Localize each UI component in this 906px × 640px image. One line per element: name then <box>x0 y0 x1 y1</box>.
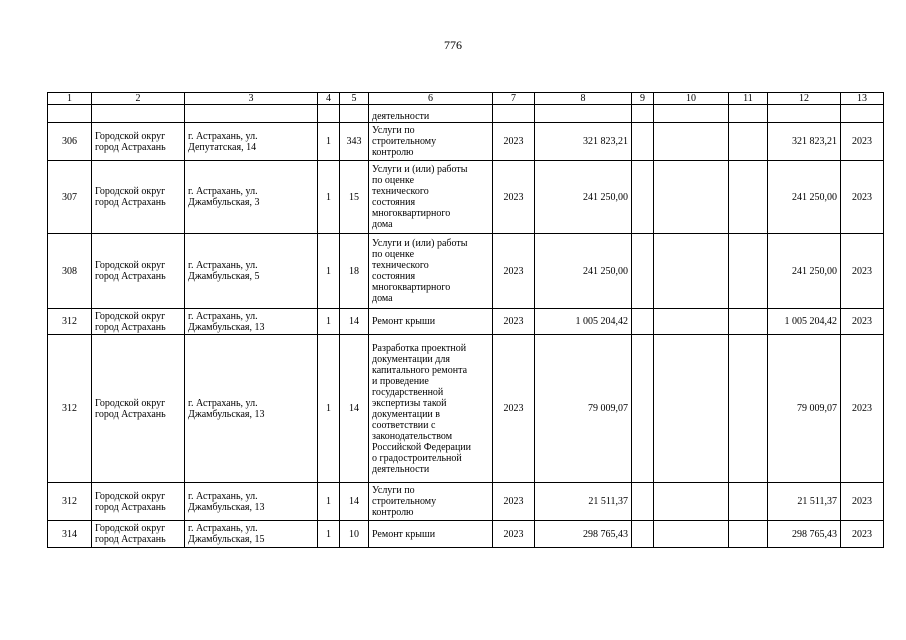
cell-col11 <box>729 161 768 234</box>
cell-address: г. Астрахань, ул. Джамбульская, 13 <box>185 483 318 521</box>
column-header: 9 <box>632 93 654 105</box>
cell-address: г. Астрахань, ул. Джамбульская, 5 <box>185 234 318 309</box>
cell-col9 <box>632 335 654 483</box>
cell-total: 321 823,21 <box>768 123 841 161</box>
cell-number: 312 <box>48 483 92 521</box>
column-header: 12 <box>768 93 841 105</box>
cell-cost: 241 250,00 <box>535 161 632 234</box>
cell-work: Ремонт крыши <box>369 309 493 335</box>
table-row <box>48 161 884 234</box>
cell-municipality: Городской округ город Астрахань <box>92 521 185 548</box>
column-header: 4 <box>318 93 340 105</box>
table-row <box>48 123 884 161</box>
cell-col10 <box>654 123 729 161</box>
cell-col4: 1 <box>318 161 340 234</box>
cell-address: г. Астрахань, ул. Депутатская, 14 <box>185 123 318 161</box>
cell-cost: 241 250,00 <box>535 234 632 309</box>
table-row <box>48 234 884 309</box>
cell-address: г. Астрахань, ул. Джамбульская, 13 <box>185 335 318 483</box>
cell-cost: 21 511,37 <box>535 483 632 521</box>
cell-col5: 14 <box>340 483 369 521</box>
column-header: 7 <box>493 93 535 105</box>
cell-work: Услуги и (или) работы по оценке технического состояния многоквартирного дома <box>369 161 493 234</box>
cell-deadline: 2023 <box>841 234 884 309</box>
cell-number: 312 <box>48 335 92 483</box>
page-number: 776 <box>444 38 462 52</box>
cell-work: Ремонт крыши <box>369 521 493 548</box>
cell-work: Разработка проектной документации для капитального ремонта и проведение государственной экспертизы такой документации в соответствии с законодательством Российской Федерации о градостроительной деятельности <box>369 335 493 483</box>
cell-col9 <box>632 234 654 309</box>
cell-total: 79 009,07 <box>768 335 841 483</box>
cell-address: г. Астрахань, ул. Джамбульская, 3 <box>185 161 318 234</box>
cell-col11 <box>729 521 768 548</box>
cell-number: 306 <box>48 123 92 161</box>
table-row <box>48 309 884 335</box>
cell-municipality: Городской округ город Астрахань <box>92 123 185 161</box>
cell-col10 <box>654 234 729 309</box>
cell-col9 <box>632 521 654 548</box>
cell-work: Услуги по строительному контролю <box>369 483 493 521</box>
column-header: 6 <box>369 93 493 105</box>
cell-col5: 14 <box>340 309 369 335</box>
cell-address: г. Астрахань, ул. Джамбульская, 15 <box>185 521 318 548</box>
cell-work: Услуги и (или) работы по оценке технического состояния многоквартирного дома <box>369 234 493 309</box>
cell-deadline: 2023 <box>841 521 884 548</box>
column-header: 8 <box>535 93 632 105</box>
cell-year: 2023 <box>493 483 535 521</box>
cell-deadline: 2023 <box>841 161 884 234</box>
cell-col10 <box>654 161 729 234</box>
cell-total: 241 250,00 <box>768 161 841 234</box>
cell-cost: 79 009,07 <box>535 335 632 483</box>
cell-col9 <box>632 483 654 521</box>
cell-deadline: 2023 <box>841 335 884 483</box>
cell-col4: 1 <box>318 521 340 548</box>
cell-address: г. Астрахань, ул. Джамбульская, 13 <box>185 309 318 335</box>
cell-col10 <box>654 309 729 335</box>
cell-col4: 1 <box>318 309 340 335</box>
register-table <box>47 92 884 548</box>
cell-municipality: Городской округ город Астрахань <box>92 234 185 309</box>
cell-col11 <box>729 123 768 161</box>
cell-col10 <box>654 483 729 521</box>
cell-deadline: 2023 <box>841 483 884 521</box>
table-row <box>48 335 884 483</box>
cell-work: Услуги по строительному контролю <box>369 123 493 161</box>
cell-cost: 321 823,21 <box>535 123 632 161</box>
cell-col5: 18 <box>340 234 369 309</box>
cell-col5: 15 <box>340 161 369 234</box>
column-header: 10 <box>654 93 729 105</box>
cell-municipality: Городской округ город Астрахань <box>92 161 185 234</box>
cell-total: 21 511,37 <box>768 483 841 521</box>
column-header: 13 <box>841 93 884 105</box>
column-header: 5 <box>340 93 369 105</box>
cell-number: 312 <box>48 309 92 335</box>
cell-total: 241 250,00 <box>768 234 841 309</box>
cell-col9 <box>632 123 654 161</box>
cell-total: 298 765,43 <box>768 521 841 548</box>
cell-deadline: 2023 <box>841 309 884 335</box>
cell-year: 2023 <box>493 521 535 548</box>
cell-col5: 343 <box>340 123 369 161</box>
cell-year: 2023 <box>493 335 535 483</box>
cell-col11 <box>729 335 768 483</box>
continuation-row <box>48 105 884 123</box>
cell-deadline: 2023 <box>841 123 884 161</box>
column-header: 11 <box>729 93 768 105</box>
cell-number: 308 <box>48 234 92 309</box>
cell-col4: 1 <box>318 483 340 521</box>
table-row <box>48 483 884 521</box>
cell-number: 307 <box>48 161 92 234</box>
cell-col10 <box>654 335 729 483</box>
cell-col4: 1 <box>318 234 340 309</box>
cell-col11 <box>729 483 768 521</box>
cell-cost: 1 005 204,42 <box>535 309 632 335</box>
cell-municipality: Городской округ город Астрахань <box>92 483 185 521</box>
cell-col4: 1 <box>318 123 340 161</box>
cell-year: 2023 <box>493 123 535 161</box>
column-header: 2 <box>92 93 185 105</box>
column-number-row <box>48 93 884 105</box>
cell-work: деятельности <box>369 105 493 123</box>
cell-col9 <box>632 309 654 335</box>
cell-col5: 14 <box>340 335 369 483</box>
cell-municipality: Городской округ город Астрахань <box>92 309 185 335</box>
cell-total: 1 005 204,42 <box>768 309 841 335</box>
cell-year: 2023 <box>493 161 535 234</box>
cell-cost: 298 765,43 <box>535 521 632 548</box>
cell-col4: 1 <box>318 335 340 483</box>
cell-number: 314 <box>48 521 92 548</box>
table-row <box>48 521 884 548</box>
cell-col5: 10 <box>340 521 369 548</box>
cell-municipality: Городской округ город Астрахань <box>92 335 185 483</box>
column-header: 1 <box>48 93 92 105</box>
cell-col9 <box>632 161 654 234</box>
cell-col11 <box>729 234 768 309</box>
cell-year: 2023 <box>493 234 535 309</box>
column-header: 3 <box>185 93 318 105</box>
cell-col10 <box>654 521 729 548</box>
cell-year: 2023 <box>493 309 535 335</box>
cell-col11 <box>729 309 768 335</box>
